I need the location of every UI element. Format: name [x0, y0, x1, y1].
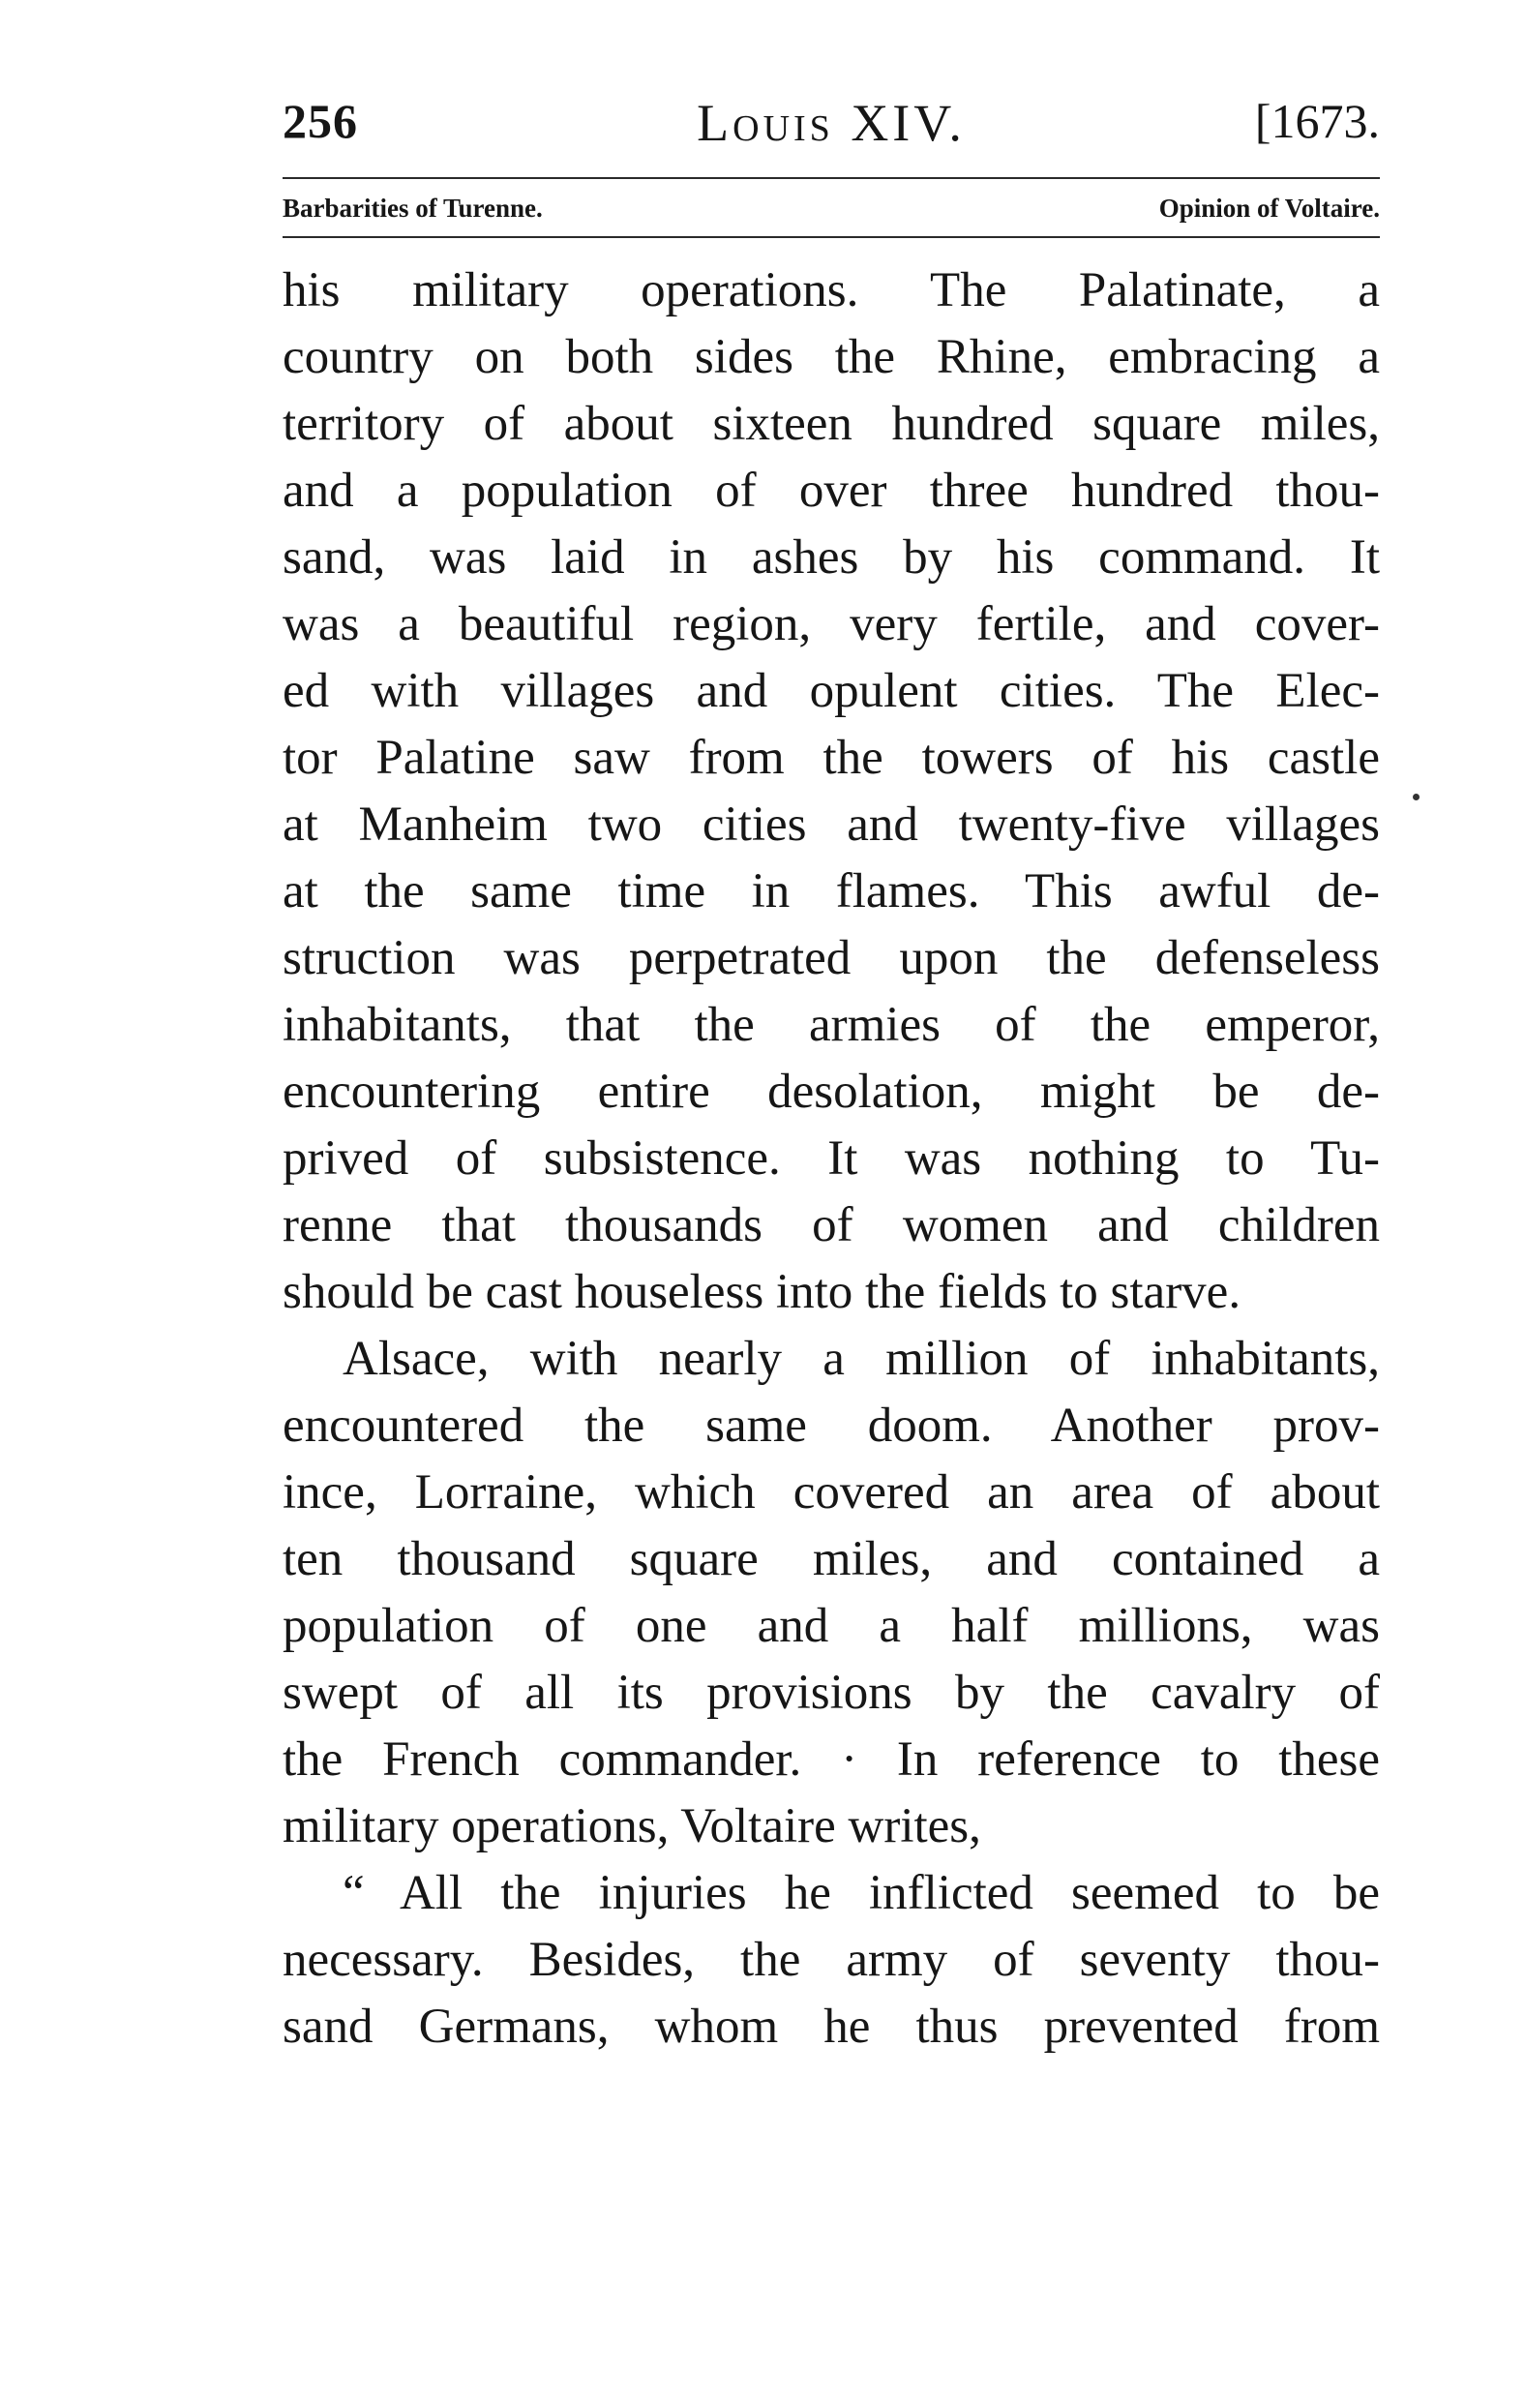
- text-line: sand Germans, whom he thus prevented from: [283, 2000, 1380, 2054]
- text-line: his military operations. The Palatinate, a: [283, 263, 1380, 317]
- text-line: was a beautiful region, very fertile, and cover-: [283, 597, 1380, 651]
- text-line: Alsace, with nearly a million of inhabitants,: [343, 1332, 1380, 1386]
- text-line: encountering entire desolation, might be de-: [283, 1065, 1380, 1119]
- text-line: ten thousand square miles, and contained a: [283, 1532, 1380, 1586]
- text-line: at the same time in flames. This awful de-: [283, 864, 1380, 918]
- text-line: inhabitants, that the armies of the emperor,: [283, 998, 1380, 1052]
- subheading-right: Opinion of Voltaire.: [1158, 194, 1380, 223]
- text-line: military operations, Voltaire writes,: [283, 1799, 981, 1853]
- book-title: Louis XIV.: [697, 94, 966, 152]
- body-text: [283, 257, 1380, 2061]
- text-line: country on both sides the Rhine, embracing a: [283, 330, 1380, 384]
- header-rule-bottom: [283, 236, 1380, 238]
- text-line: struction was perpetrated upon the defenseless: [283, 931, 1380, 985]
- section-subheading: [283, 194, 1380, 230]
- subheading-left: Barbarities of Turenne.: [283, 194, 543, 223]
- text-line: renne that thousands of women and children: [283, 1198, 1380, 1252]
- header-rule-top: [283, 177, 1380, 179]
- text-line: necessary. Besides, the army of seventy thou-: [283, 1933, 1380, 1987]
- text-line: tor Palatine saw from the towers of his castle: [283, 731, 1380, 785]
- page-number: 256: [283, 94, 358, 148]
- text-line: swept of all its provisions by the cavalry of: [283, 1666, 1380, 1720]
- text-line: territory of about sixteen hundred square miles,: [283, 397, 1380, 451]
- running-head: [283, 93, 1380, 161]
- text-line: ince, Lorraine, which covered an area of about: [283, 1465, 1380, 1520]
- text-line: and a population of over three hundred thou-: [283, 464, 1380, 518]
- text-line: population of one and a half millions, was: [283, 1599, 1380, 1653]
- text-line: encountered the same doom. Another prov-: [283, 1399, 1380, 1453]
- text-line: at Manheim two cities and twenty-five villages: [283, 798, 1380, 852]
- year-label: [1673.: [1254, 94, 1380, 148]
- text-line: prived of subsistence. It was nothing to Tu-: [283, 1131, 1380, 1186]
- text-line: ed with villages and opulent cities. The Elec-: [283, 664, 1380, 718]
- paper-speck: [1413, 794, 1420, 800]
- text-line: should be cast houseless into the fields to starve.: [283, 1265, 1241, 1319]
- text-line: “ All the injuries he inflicted seemed to be: [343, 1866, 1380, 1920]
- text-line: sand, was laid in ashes by his command. It: [283, 530, 1380, 585]
- text-line: the French commander. · In reference to these: [283, 1732, 1380, 1787]
